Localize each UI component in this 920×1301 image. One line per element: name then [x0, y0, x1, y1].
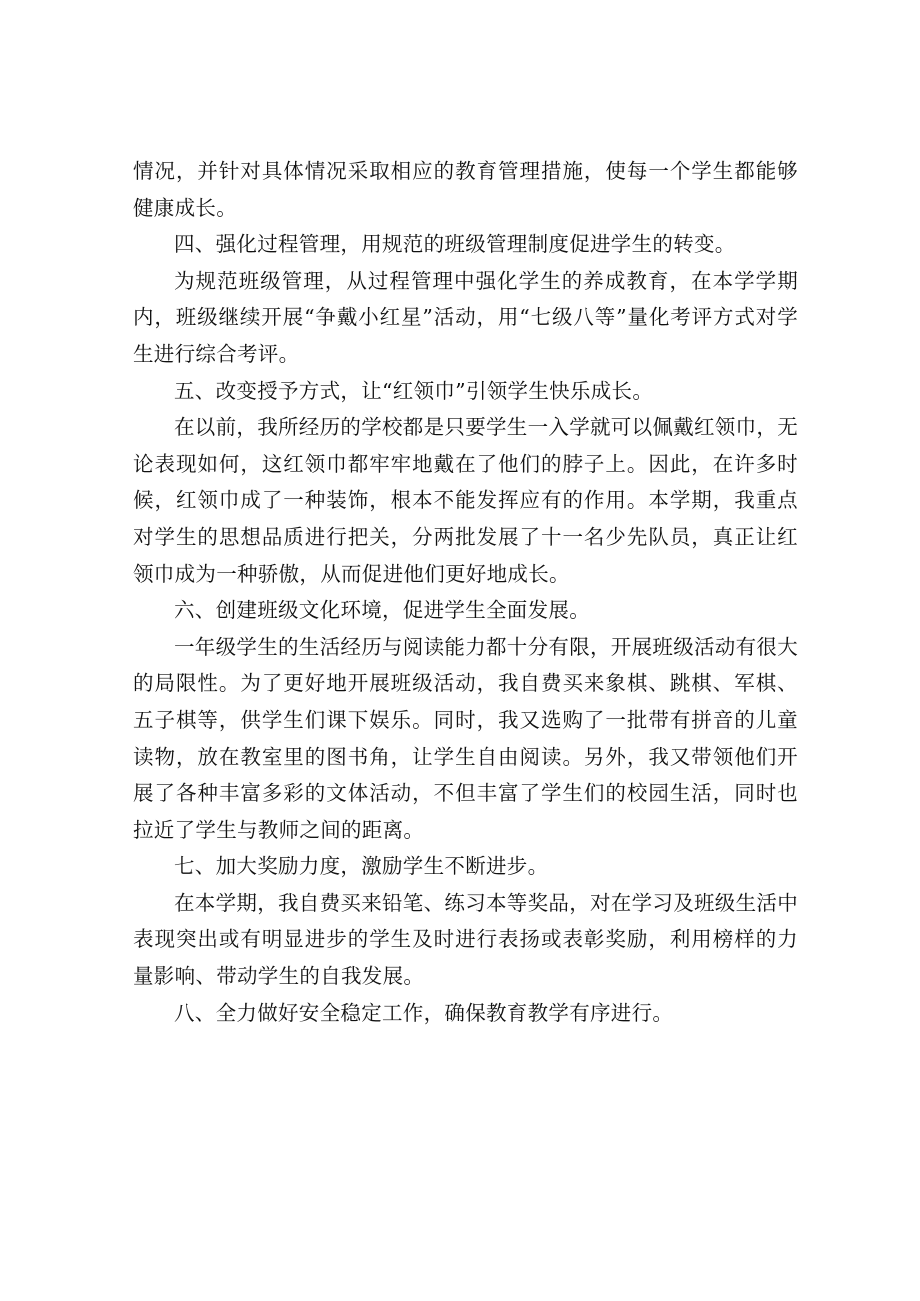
- paragraph-section-4: 为规范班级管理，从过程管理中强化学生的养成教育，在本学学期内，班级继续开展“争戴小红星”活动，用“七级八等”量化考评方式对学生进行综合考评。: [133, 268, 798, 366]
- paragraph-continuation: 情况，并针对具体情况采取相应的教育管理措施，使每一个学生都能够健康成长。: [133, 159, 798, 220]
- paragraph-section-7: 在本学期，我自费买来铅笔、练习本等奖品，对在学习及班级生活中表现突出或有明显进步的学生及时进行表扬或表彰奖励，利用榜样的力量影响、带动学生的自我发展。: [133, 890, 798, 989]
- section-heading-7: 七、加大奖励力度，激励学生不断进步。: [174, 854, 549, 879]
- section-heading-4: 四、强化过程管理，用规范的班级管理制度促进学生的转变。: [174, 232, 736, 257]
- paragraph-section-5: 在以前，我所经历的学校都是只要学生一入学就可以佩戴红领巾，无论表现如何，这红领巾都牢牢地戴在了他们的脖子上。因此，在许多时候，红领巾成了一种装饰，根本不能发挥应有的作用。本学期，我重点对学生的思想品质进行把关，分两批发展了十一名少先队员，真正让红领巾成为一种骄傲，从而促进他们更好地成长。: [133, 415, 798, 586]
- section-heading-5: 五、改变授予方式，让“红领巾”引领学生快乐成长。: [174, 378, 654, 403]
- paragraph-section-6: 一年级学生的生活经历与阅读能力都十分有限，开展班级活动有很大的局限性。为了更好地开展班级活动，我自费买来象棋、跳棋、军棋、五子棋等，供学生们课下娱乐。同时，我又选购了一批带有拼音的儿童读物，放在教室里的图书角，让学生自由阅读。另外，我又带领他们开展了各种丰富多彩的文体活动，不但丰富了学生们的校园生活，同时也拉近了学生与教师之间的距离。: [133, 634, 798, 842]
- section-heading-6: 六、创建班级文化环境，促进学生全面发展。: [174, 598, 590, 623]
- document-body: [133, 153, 798, 1031]
- section-heading-8: 八、全力做好安全稳定工作，确保教育教学有序进行。: [174, 1000, 674, 1025]
